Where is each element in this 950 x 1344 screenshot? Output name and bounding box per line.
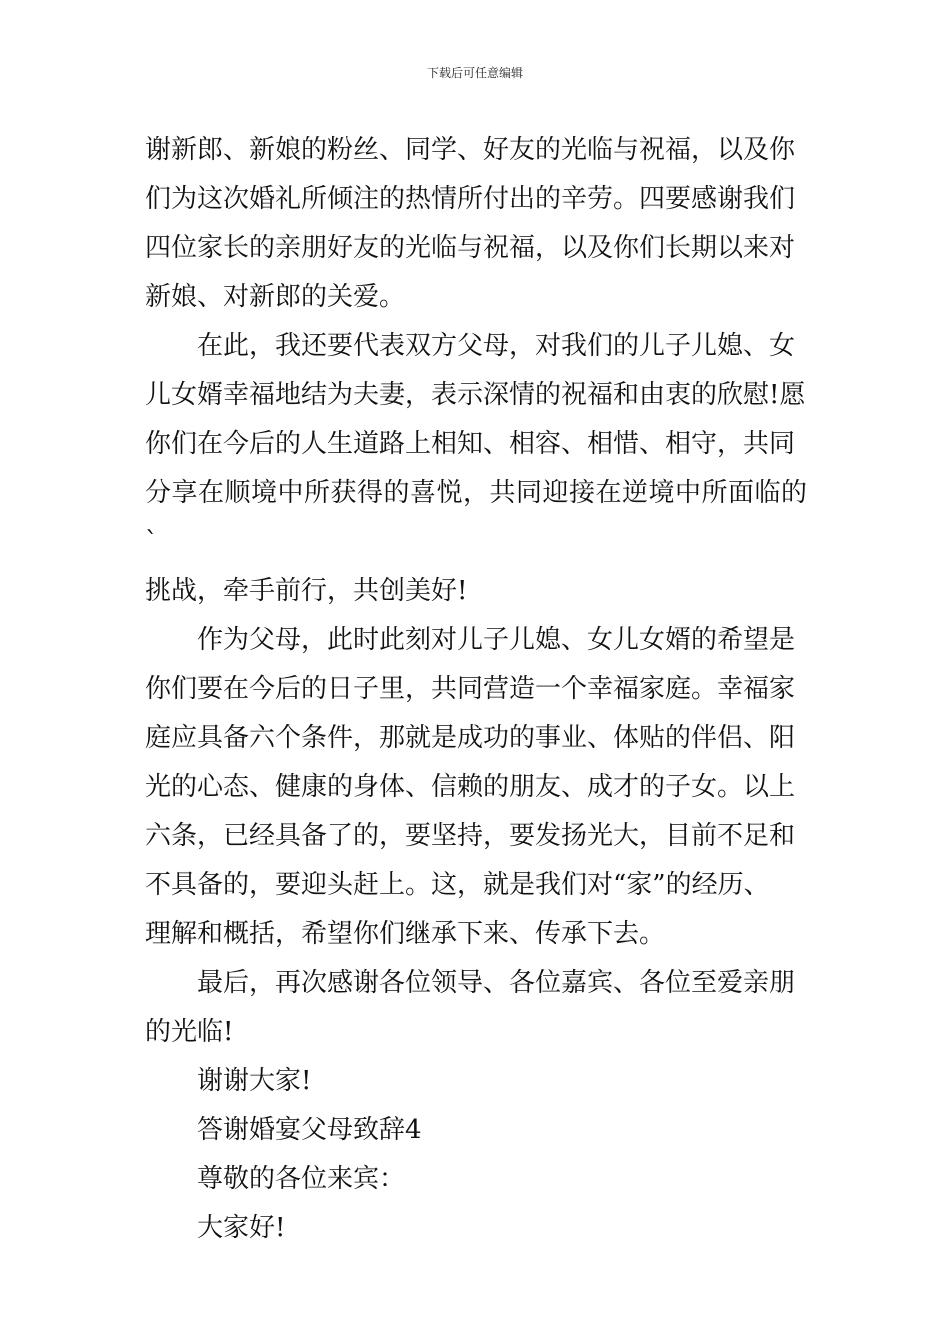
text-line: 不具备的，要迎头赶上。这，就是我们对“家”的经历、 [145,870,770,900]
text-line: 的光临! [145,1017,234,1047]
paragraph-thanks [145,1057,807,1106]
salutation [145,1155,807,1204]
text-line: 你们要在今后的日子里，共同营造一个幸福家庭。幸福家 [145,674,796,704]
paragraph-2 [145,322,807,616]
text-line: 们为这次婚礼所倾注的热情所付出的辛劳。四要感谢我们 [145,184,796,214]
text-line: 庭应具备六个条件，那就是成功的事业、体贴的伴侣、阳 [145,723,796,753]
text-line: 儿女婿幸福地结为夫妻，表示深情的祝福和由衷的欣慰!愿 [145,380,806,410]
paragraph-1 [145,126,807,322]
text-line: 新娘、对新郎的关爱。 [145,282,406,312]
greeting [145,1204,807,1253]
page-header-note: 下载后可任意编辑 [426,66,523,80]
text-line: 尊敬的各位来宾： [197,1164,406,1194]
text-line: 光的心态、健康的身体、信赖的朋友、成才的子女。以上 [145,772,796,802]
text-line: 分享在顺境中所获得的喜悦，共同迎接在逆境中所面临的` [145,478,807,557]
text-line: 挑战，牵手前行，共创美好! [145,576,468,606]
text-line: 六条，已经具备了的，要坚持，要发扬光大，目前不足和 [145,821,796,851]
section-title [145,1106,807,1155]
text-line: 四位家长的亲朋好友的光临与祝福，以及你们长期以来对 [145,233,796,263]
text-line: 在此，我还要代表双方父母，对我们的儿子儿媳、女 [197,331,796,361]
text-line: 谢谢大家! [197,1066,312,1096]
text-line: 作为父母，此时此刻对儿子儿媳、女儿女婿的希望是 [197,625,796,655]
paragraph-3 [145,616,807,959]
document-body [145,126,807,1253]
text-line: 谢新郎、新娘的粉丝、同学、好友的光临与祝福，以及你 [145,135,796,165]
text-line: 最后，再次感谢各位领导、各位嘉宾、各位至爱亲朋 [197,968,796,998]
paragraph-4 [145,959,807,1057]
text-line: 大家好! [197,1213,286,1243]
text-line: 你们在今后的人生道路上相知、相容、相惜、相守，共同 [145,429,796,459]
text-line: 答谢婚宴父母致辞4 [197,1115,422,1145]
text-line: 理解和概括，希望你们继承下来、传承下去。 [145,919,666,949]
